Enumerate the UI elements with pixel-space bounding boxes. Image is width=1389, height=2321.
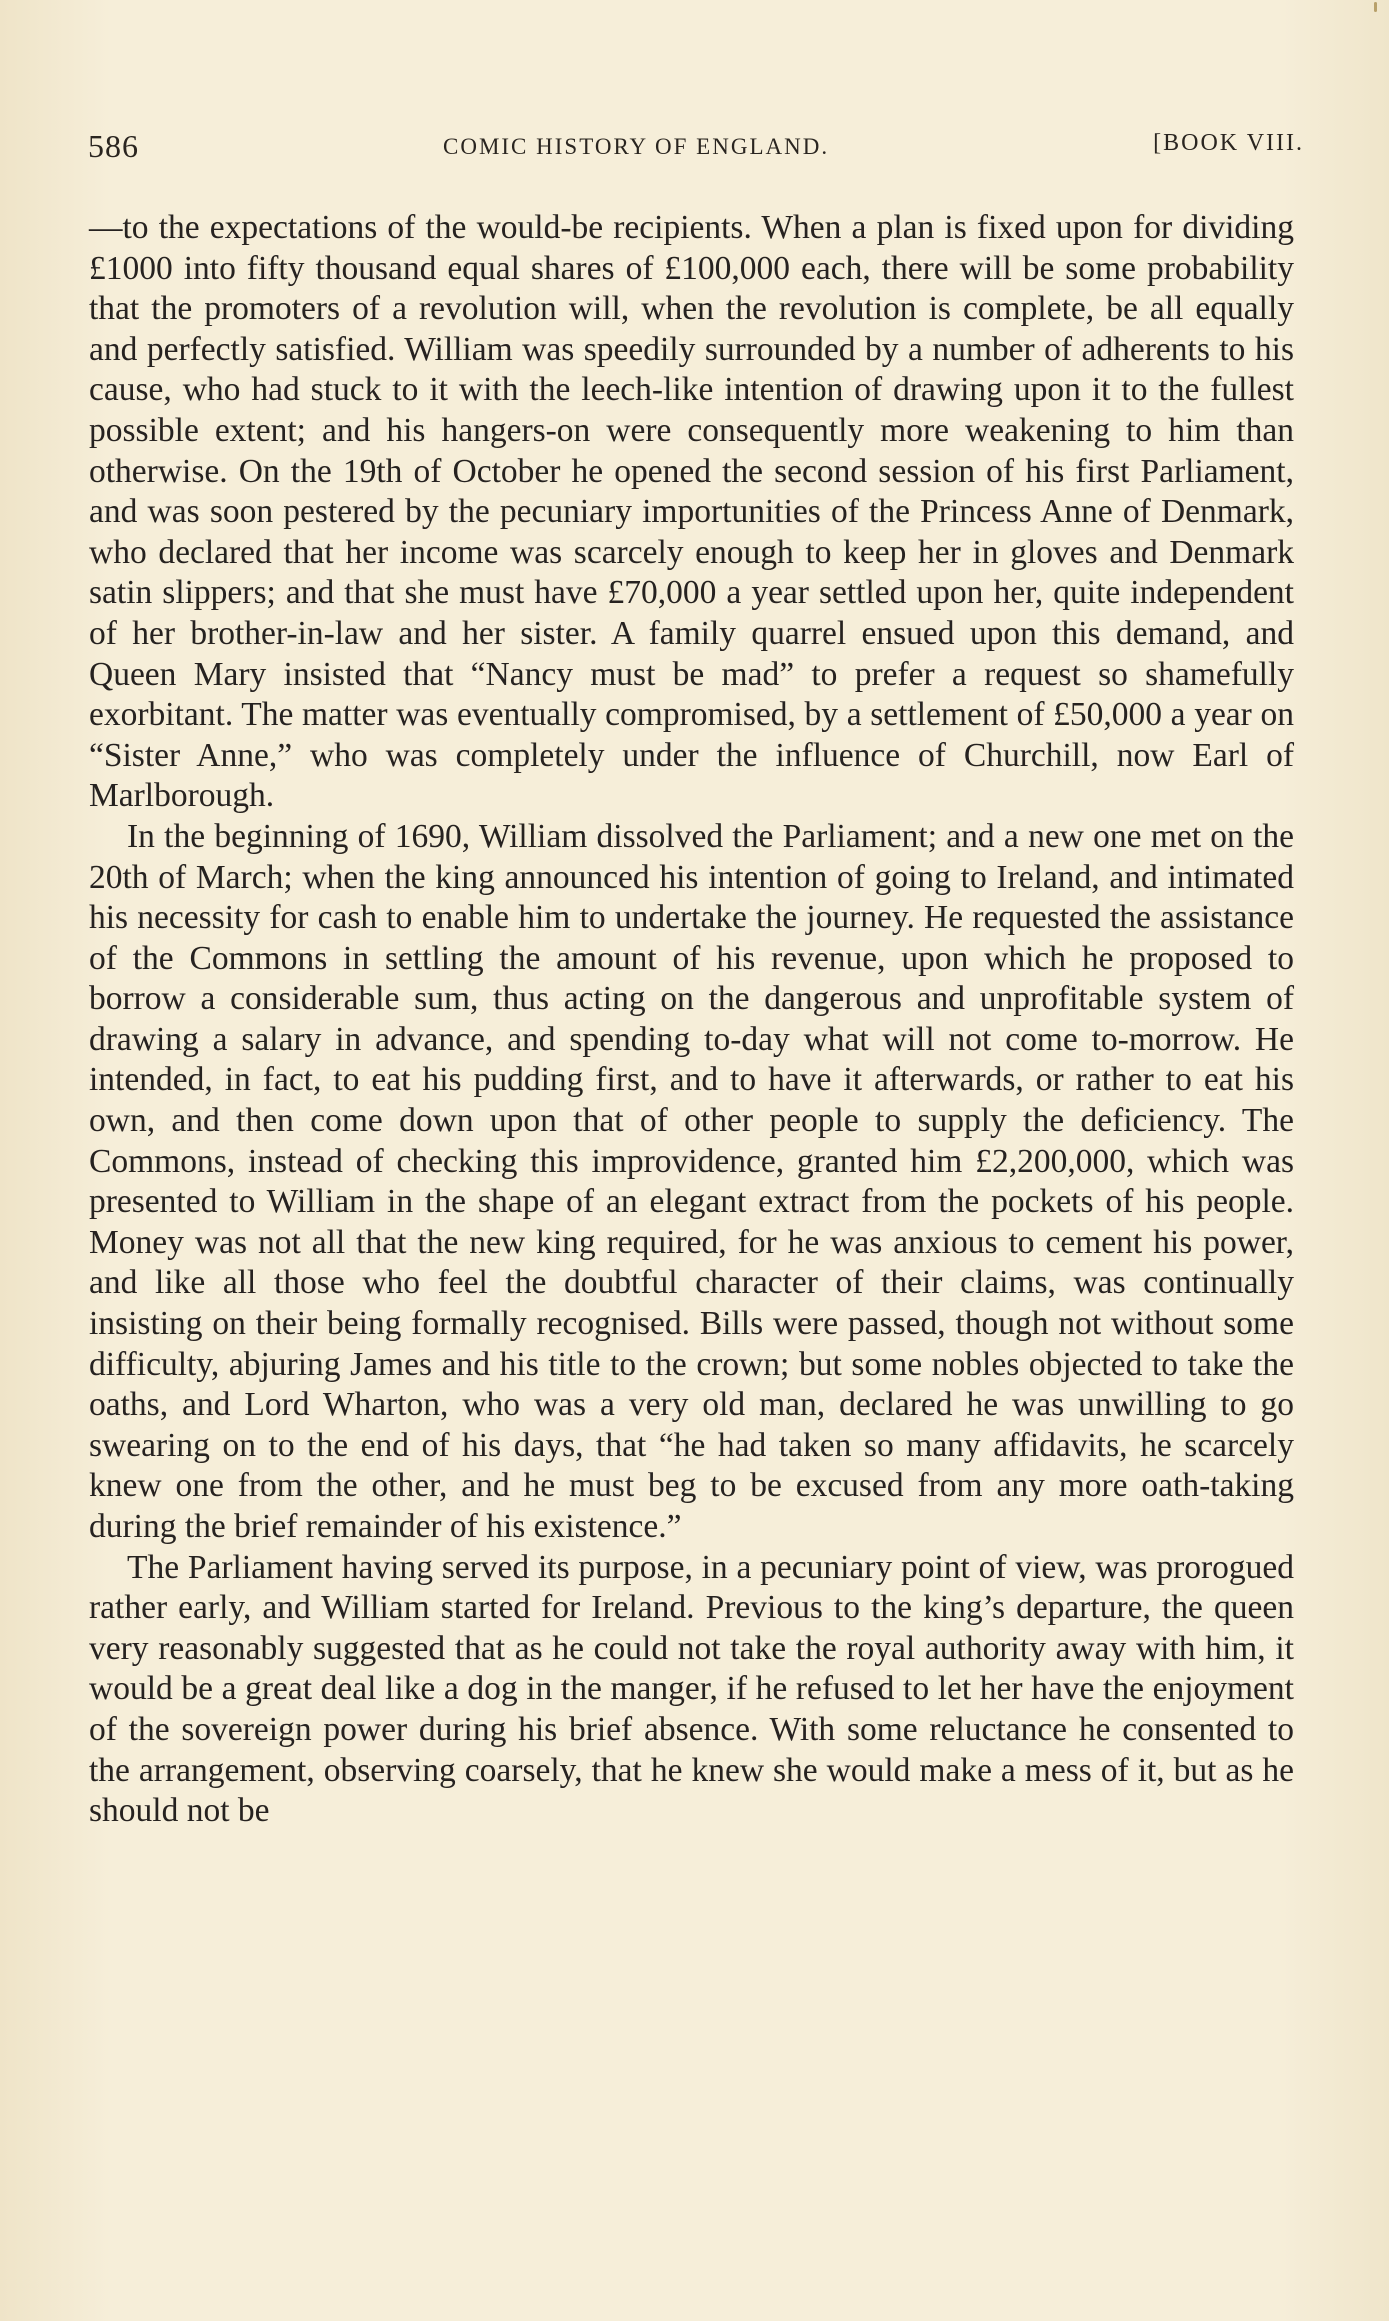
paragraph: The Parliament having served its purpose, in a pecuniary point of view, was prorogued rather early, and William started for Ireland. Previous to the king’s departure, the queen very reasonably suggested that as he could not take the royal authority away with him, it would be a great deal like a dog in the manger, if he refused to let her have the enjoyment of the sovereign power during his brief absence. With some reluctance he consented to the arrangement, observing coarsely, that he knew she would make a mess of it, but as he should not be (89, 1548, 1294, 1830)
running-title: COMIC HISTORY OF ENGLAND. (443, 134, 830, 159)
paragraph: —to the expectations of the would-be recipients. When a plan is fixed upon for dividing £1000 into fifty thousand equal shares of £100,000 each, there will be some probability that the promoters of a revolution will, when the revolution is complete, be all equally and perfectly satisfied. William was speedily surrounded by a number of adherents to his cause, who had stuck to it with the leech-like intention of drawing upon it to the fullest possible extent; and his hangers-on were consequently more weakening to him than otherwise. On the 19th of October he opened the second session of his first Parliament, and was soon pestered by the pecuniary importunities of the Princess Anne of Denmark, who declared that her income was scarcely enough to keep her in gloves and Denmark satin slippers; and that she must have £70,000 a year settled upon her, quite independent of her brother-in-law and her sister. A family quarrel ensued upon this demand, and Queen Mary insisted that “Nancy must be mad” to prefer a request so shamefully exorbitant. The matter was eventually compromised, by a settlement of £50,000 a year on “Sister Anne,” who was completely under the influence of Churchill, now Earl of Marlborough. (89, 209, 1294, 815)
paragraph: In the beginning of 1690, William dissolved the Parliament; and a new one met on the 20th of March; when the king announced his intention of going to Ireland, and intimated his necessity for cash to enable him to undertake the journey. He requested the assistance of the Commons in settling the amount of his revenue, upon which he proposed to borrow a considerable sum, thus acting on the dangerous and unprofitable system of drawing a salary in advance, and spending to-day what will not come to-morrow. He intended, in fact, to eat his pudding first, and to have it afterwards, or rather to eat his own, and then come down upon that of other people to supply the deficiency. The Commons, instead of checking this improvidence, granted him £2,200,000, which was presented to William in the shape of an elegant extract from the pockets of his people. Money was not all that the new king required, for he was anxious to cement his power, and like all those who feel the doubtful character of their claims, was continually insisting on their being formally recognised. Bills were passed, though not without some difficulty, abjuring James and his title to the crown; but some nobles objected to take the oaths, and Lord Wharton, who was a very old man, declared he was unwilling to go swearing on to the end of his days, that “he had taken so many affidavits, he scarcely knew one from the other, and he must beg to be excused from any more oath-taking during the brief remainder of his existence.” (89, 817, 1294, 1545)
paper-speck (1374, 2, 1377, 12)
page-number: 586 (88, 128, 139, 164)
page-header (88, 128, 1304, 168)
book-label: [BOOK VIII. (1153, 130, 1304, 156)
body-text (89, 208, 1294, 1832)
